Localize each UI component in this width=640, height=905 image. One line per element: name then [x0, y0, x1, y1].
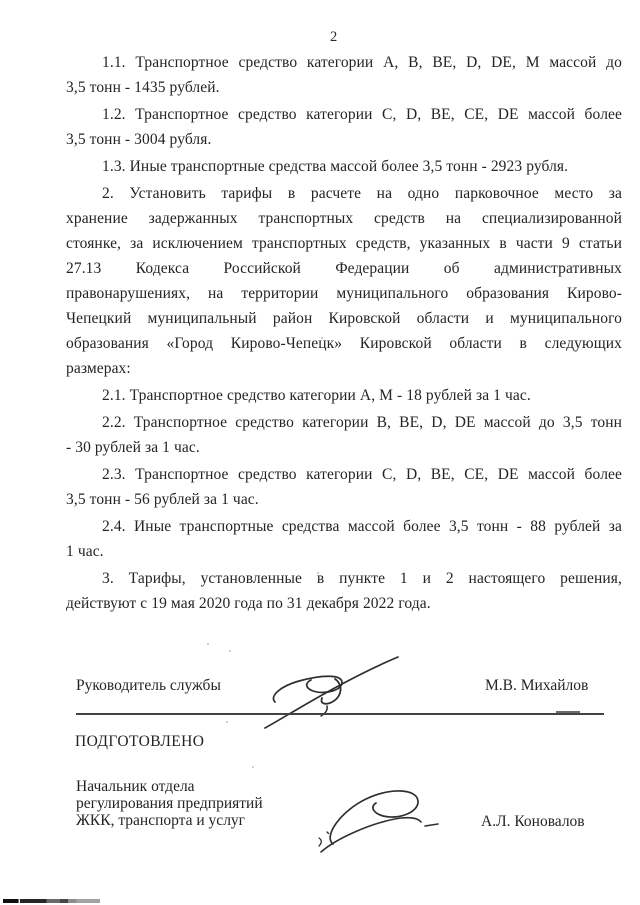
signatory-role-1: Руководитель службы [76, 677, 221, 694]
text-line: действуют с 19 мая 2020 года по 31 декабря 2022 года. [66, 595, 431, 612]
paragraph-1-2 [66, 102, 622, 152]
text-line: 1.1. Транспортное средство категории А, В, ВЕ, D, DE, М массой до [102, 54, 622, 71]
text-line: 2. Установить тарифы в расчете на одно парковочное место за [102, 185, 622, 202]
scan-speck [252, 766, 254, 768]
text-line: 3,5 тонн - 1435 рублей. [66, 79, 220, 96]
signatory-name-1: М.В. Михайлов [485, 677, 589, 694]
signatory-role-2 [76, 778, 263, 829]
role-line: ЖКК, транспорта и услуг [76, 812, 246, 829]
signature-mikhailov-icon [255, 646, 405, 732]
text-line: Чепецкий муниципальный район Кировской области и муниципального [66, 310, 622, 327]
text-line: 27.13 Кодекса Российской Федерации об административных [66, 260, 622, 277]
paragraph-2 [66, 181, 622, 381]
paragraph-2-1 [66, 383, 622, 408]
signature-konovalov-icon [313, 784, 448, 856]
role-line: регулирования предприятий [76, 795, 263, 812]
text-line: 1.3. Иные транспортные средства массой более 3,5 тонн - 2923 рубля. [102, 158, 569, 175]
text-line: 3,5 тонн - 3004 рубля. [66, 131, 212, 148]
scan-speck [207, 643, 209, 645]
text-line: образования «Город Кирово-Чепецк» Кировской области в следующих [66, 335, 622, 352]
paragraph-2-2 [66, 410, 622, 460]
scan-speck [226, 721, 228, 723]
prepared-label: ПОДГОТОВЛЕНО [75, 733, 205, 750]
scan-speck [321, 337, 323, 339]
text-line: 2.2. Транспортное средство категории В, ВЕ, D, DE массой до 3,5 тонн [102, 414, 622, 431]
text-line: 2.1. Транспортное средство категории А, М - 18 рублей за 1 час. [102, 387, 531, 404]
signature-rule [76, 713, 604, 715]
paragraph-3 [66, 566, 622, 616]
scan-speck [229, 650, 231, 652]
text-line: стоянке, за исключением транспортных средств, указанных в части 9 статьи [66, 235, 622, 252]
text-line: 3. Тарифы, установленные в пункте 1 и 2 настоящего решения, [102, 570, 622, 587]
text-line: хранение задержанных транспортных средств на специализированной [66, 210, 622, 227]
text-line: 3,5 тонн - 56 рублей за 1 час. [66, 491, 259, 508]
text-line: 1 час. [66, 543, 104, 560]
signatory-name-2: А.Л. Коновалов [481, 813, 585, 830]
scan-artifact-bar [3, 899, 100, 903]
text-line: 1.2. Транспортное средство категории С, D, ВЕ, СЕ, DE массой более [102, 106, 622, 123]
paragraph-1-3 [66, 154, 622, 179]
text-line: размерах: [66, 360, 131, 377]
document-body [66, 50, 622, 616]
text-line: 2.4. Иные транспортные средства массой более 3,5 тонн - 88 рублей за [102, 518, 622, 535]
scan-speck [317, 572, 319, 574]
text-line: - 30 рублей за 1 час. [66, 439, 200, 456]
paragraph-1-1 [66, 50, 622, 100]
text-line: правонарушениях, на территории муниципального образования Кирово- [66, 285, 622, 302]
text-line: 2.3. Транспортное средство категории С, D, ВЕ, СЕ, DE массой более [102, 466, 622, 483]
page-number: 2 [330, 29, 338, 45]
paragraph-2-4 [66, 514, 622, 564]
role-line: Начальник отдела [76, 778, 195, 795]
paragraph-2-3 [66, 462, 622, 512]
rule-dash-artifact [556, 711, 580, 713]
